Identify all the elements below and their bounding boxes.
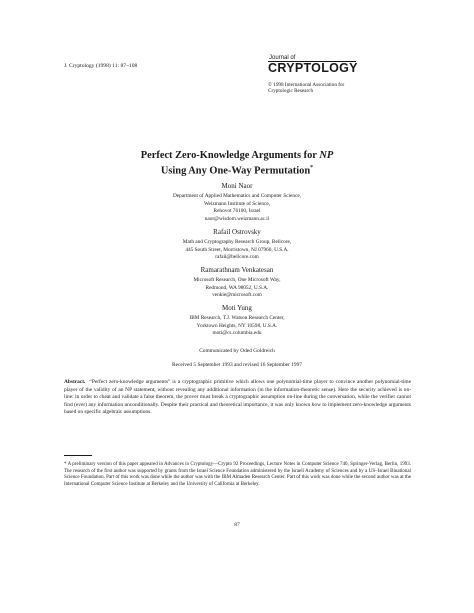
author-name: Moni Naor	[221, 182, 253, 190]
journal-name-logo: CRYPTOLOGY	[268, 61, 358, 75]
abstract-text: “Perfect zero-knowledge arguments” is a cryptographic primitive which allows one polynomial-time player to convince another polynomial-time player of the validity of an NP statement, without revealing any additional information (in the information-theoretic sense). Here the security achieved is on-line: in order to cheat and validate a false theorem, the prover must break a cryptographic assumption on-line during the conversation, while the verifier cannot find (ever) any information unconditionally. Despite their practical and theoretical importance, it was only known how to implement zero-knowledge arguments based on specific algebraic assumptions.	[64, 379, 411, 416]
title-line-2	[0, 162, 474, 177]
copyright-notice	[268, 82, 378, 94]
affiliation-line: Department of Applied Mathematics and Computer Science,	[172, 193, 302, 199]
author-name: Ramarathnam Venkatesan	[200, 266, 274, 274]
author-affiliation	[0, 239, 474, 262]
author-email: moti@cs.columbia.edu	[212, 330, 262, 336]
footnote-divider	[64, 455, 92, 456]
author-name: Moti Yung	[222, 304, 252, 312]
affiliation-line: Microsoft Research, One Microsoft Way,	[193, 277, 281, 283]
affiliation-line: Rehovot 76100, Israel	[213, 208, 261, 214]
author-affiliation	[0, 277, 474, 300]
journal-citation: J. Cryptology (1998) 11: 87–108	[64, 63, 138, 69]
communicated-by: Communicated by Oded Goldreich	[199, 348, 275, 354]
author-email: rafail@bellcore.com	[215, 254, 259, 260]
affiliation-line: Weizmann Institute of Science,	[203, 200, 271, 207]
author-affiliation	[0, 193, 474, 223]
abstract-label: Abstract.	[64, 379, 86, 385]
affiliation-line: Math and Cryptography Research Group, Bellcore,	[182, 239, 292, 245]
affiliation-line: IBM Research, T.J. Watson Research Center,	[189, 315, 285, 321]
affiliation-line: 445 South Street, Morristown, NJ 07960, U.S.A.	[185, 246, 289, 253]
author-email: venkie@microsoft.com	[212, 292, 262, 298]
journal-of-label: Journal of	[269, 55, 296, 61]
copyright-line-1: © 1998 International Association for	[268, 82, 345, 88]
affiliation-line: Yorktown Heights, NY 10598, U.S.A.	[196, 322, 278, 329]
footnote: * A preliminary version of this paper appeared in Advances in Cryptology—Crypto 92 Proceedings, Lecture Notes in Computer Science 740, Springer-Verlag, Berlin, 1993. The research of the first author was supported by grants from the Israel Science Foundation administered by the Israeli Academy of Sciences and by a US–Israel Binational Science Foundation. Part of this work was done while the author was with the IBM Almaden Research Center. Part of this work was done while the second author was at the International Computer Science Institute at Berkeley and the University of California at Berkeley.	[64, 462, 411, 488]
author-email: naor@wisdom.weizmann.ac.il	[204, 215, 270, 222]
title-footnote-mark: *	[310, 165, 314, 171]
copyright-line-2: Cryptologic Research	[268, 88, 314, 95]
affiliation-line: Redmond, WA 98052, U.S.A.	[205, 284, 269, 291]
author-affiliation	[0, 315, 474, 338]
page-number: 87	[234, 522, 240, 528]
paper-title	[0, 149, 474, 177]
title-line-1: Perfect Zero-Knowledge Arguments for NP	[140, 150, 334, 161]
title-line-2-text: Using Any One-Way Permutation	[160, 165, 311, 177]
journal-logo-block	[268, 55, 418, 94]
abstract	[64, 379, 411, 417]
author-name: Rafail Ostrovsky	[213, 228, 261, 236]
received-dates: Received 5 September 1993 and revised 16 September 1997	[172, 362, 302, 368]
